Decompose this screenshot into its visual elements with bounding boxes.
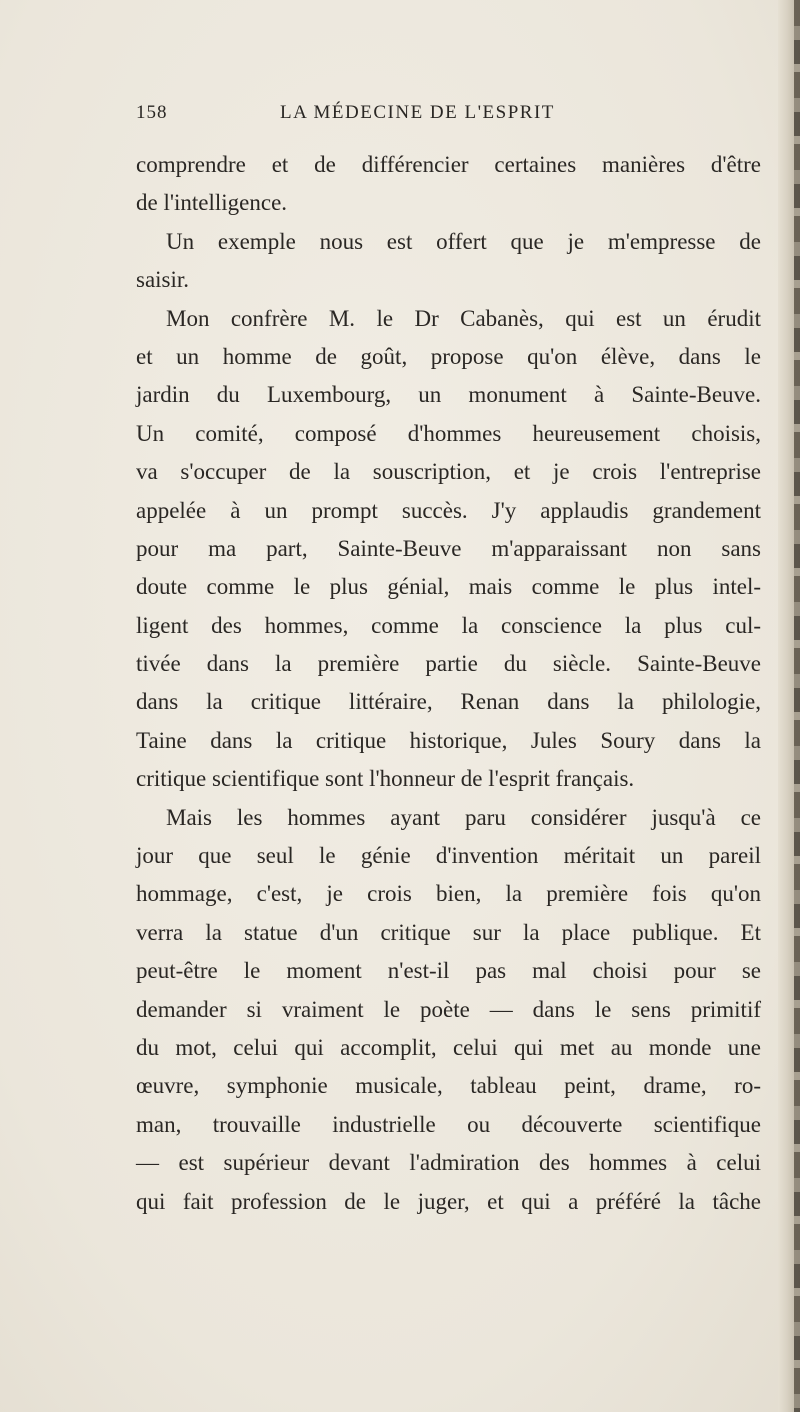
text-line: saisir. bbox=[136, 267, 190, 293]
text-line: du mot, celui qui accomplit, celui qui met au monde une bbox=[136, 1034, 761, 1060]
running-title: LA MÉDECINE DE L'ESPRIT bbox=[280, 102, 555, 123]
text-line: man, trouvaille industrielle ou découverte scientifique bbox=[136, 1111, 761, 1137]
text-line: doute comme le plus génial, mais comme le plus intel- bbox=[136, 574, 761, 600]
text-line: œuvre, symphonie musicale, tableau peint, drame, ro- bbox=[136, 1073, 761, 1099]
text-line: pour ma part, Sainte-Beuve m'apparaissant non sans bbox=[136, 535, 761, 561]
text-line: tivée dans la première partie du siècle. Sainte-Beuve bbox=[136, 651, 761, 677]
text-line: ligent des hommes, comme la conscience la plus cul- bbox=[136, 612, 761, 638]
text-line: hommage, c'est, je crois bien, la première fois qu'on bbox=[136, 881, 761, 907]
text-line: peut-être le moment n'est-il pas mal choisi pour se bbox=[136, 958, 761, 984]
page-number: 158 bbox=[136, 102, 168, 123]
text-line: critique scientifique sont l'honneur de l'esprit français. bbox=[136, 766, 635, 792]
text-line: Un comité, composé d'hommes heureusement choisis, bbox=[136, 420, 761, 446]
text-line: jardin du Luxembourg, un monument à Sainte-Beuve. bbox=[136, 382, 761, 408]
text-line: va s'occuper de la souscription, et je crois l'entreprise bbox=[136, 459, 761, 485]
page-edge bbox=[778, 0, 800, 1412]
text-line: comprendre et de différencier certaines manières d'être bbox=[136, 152, 761, 177]
text-line: Mon confrère M. le Dr Cabanès, qui est un érudit bbox=[166, 305, 761, 331]
text-line: et un homme de goût, propose qu'on élève, dans le bbox=[136, 343, 761, 369]
body-text bbox=[136, 146, 761, 1221]
text-line: Un exemple nous est offert que je m'empresse de bbox=[166, 228, 761, 254]
text-line: dans la critique littéraire, Renan dans la philologie, bbox=[136, 689, 761, 715]
text-line: appelée à un prompt succès. J'y applaudis grandement bbox=[136, 497, 761, 523]
text-line: Taine dans la critique historique, Jules Soury dans la bbox=[136, 727, 761, 753]
text-line: verra la statue d'un critique sur la place publique. Et bbox=[136, 919, 761, 945]
running-head bbox=[136, 102, 761, 130]
text-line: jour que seul le génie d'invention méritait un pareil bbox=[136, 843, 761, 869]
text-line: Mais les hommes ayant paru considérer jusqu'à ce bbox=[166, 804, 761, 830]
text-line: demander si vraiment le poète — dans le sens primitif bbox=[136, 996, 761, 1022]
text-line: — est supérieur devant l'admiration des hommes à celui bbox=[136, 1150, 761, 1176]
text-line: de l'intelligence. bbox=[136, 190, 288, 216]
text-line: qui fait profession de le juger, et qui a préféré la tâche bbox=[136, 1188, 761, 1214]
